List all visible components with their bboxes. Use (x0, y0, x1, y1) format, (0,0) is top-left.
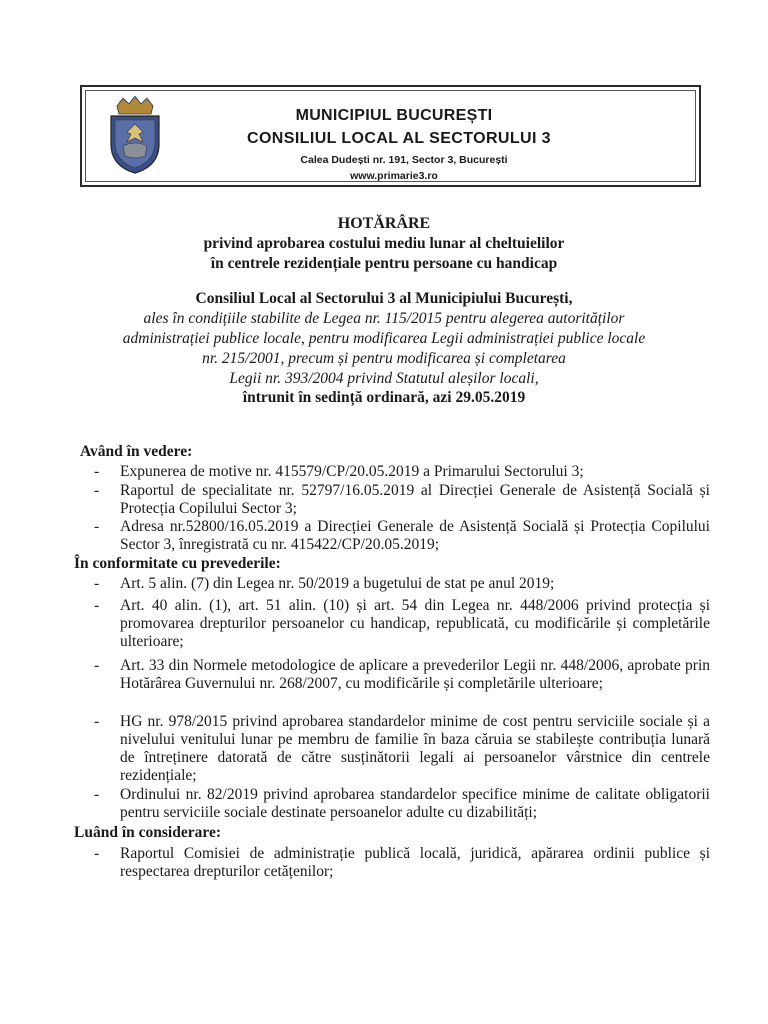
header-address: Calea Dudești nr. 191, Sector 3, București (300, 154, 508, 166)
document-type: HOTĂRÂRE (337, 215, 431, 232)
preamble-line-3: nr. 215/2001, precum și pentru modificarea și completarea (202, 350, 566, 367)
header-website: www.primarie3.ro (350, 170, 438, 182)
list-item: - Art. 33 din Normele metodologice de aplicare a prevederilor Legii nr. 448/2006, aprobate prin Hotărârea Guvernului nr. 268/2007, cu modificările și completările ulterioare; (94, 657, 710, 692)
preamble-line-4: Legii nr. 393/2004 privind Statutul aleșilor locali, (229, 370, 539, 387)
preamble-line-2: administrației publice locale, pentru modificarea Legii administrației publice locale (122, 330, 646, 347)
subject-line-2: în centrele rezidențiale pentru persoane cu handicap (210, 255, 558, 272)
council-name: Consiliul Local al Sectorului 3 al Municipiului București, (195, 290, 573, 307)
list-item: - Art. 5 alin. (7) din Legea nr. 50/2019 a bugetului de stat pe anul 2019; (94, 575, 555, 592)
meeting-line: întrunit în sedință ordinară, azi 29.05.2019 (242, 389, 526, 406)
subject-line-1: privind aprobarea costului mediu lunar al cheltuielilor (203, 235, 565, 252)
list-item: - Raportul de specialitate nr. 52797/16.05.2019 al Direcției Generale de Asistență Socială și Protecția Copilului Sector 3; (94, 482, 710, 517)
list-item: - Art. 40 alin. (1), art. 51 alin. (10) și art. 54 din Legea nr. 448/2006 privind protecția și promovarea drepturilor persoanelor cu handicap, republicată, cu modificările și completările ulterioare; (94, 597, 710, 650)
heading-considering: Luând în considerare: (74, 824, 221, 841)
heading-having-regard: Având în vedere: (80, 443, 193, 460)
preamble-line-1: ales în condițiile stabilite de Legea nr. 115/2015 pentru alegerea autorităților (143, 310, 625, 327)
heading-in-accordance: În conformitate cu prevederile: (74, 555, 281, 572)
list-item: - Ordinului nr. 82/2019 privind aprobarea standardelor specifice minime de calitate obligatorii pentru serviciile sociale destinate persoanelor adulte cu dizabilități; (94, 786, 710, 821)
list-item: - Raportul Comisiei de administrație publică locală, juridică, apărarea ordinii publice și respectarea drepturilor cetățenilor; (94, 845, 710, 880)
header-municipality: MUNICIPIUL BUCUREȘTI (295, 107, 493, 124)
list-item: - Adresa nr.52800/16.05.2019 a Direcției Generale de Asistență Socială și Protecția Copilului Sector 3, înregistrată cu nr. 415422/CP/20.05.2019; (94, 518, 710, 553)
list-item: - Expunerea de motive nr. 415579/CP/20.05.2019 a Primarului Sectorului 3; (94, 463, 584, 480)
list-item: - HG nr. 978/2015 privind aprobarea standardelor minime de cost pentru serviciile sociale și a nivelului venitului lunar pe membru de familie în baza căruia se stabilește contribuția lunară de întreținere datorată de către susținătorii legali ai persoanelor vârstnice din centrele rezidențiale; (94, 713, 710, 784)
header-council: CONSILIUL LOCAL AL SECTORULUI 3 (247, 130, 551, 147)
